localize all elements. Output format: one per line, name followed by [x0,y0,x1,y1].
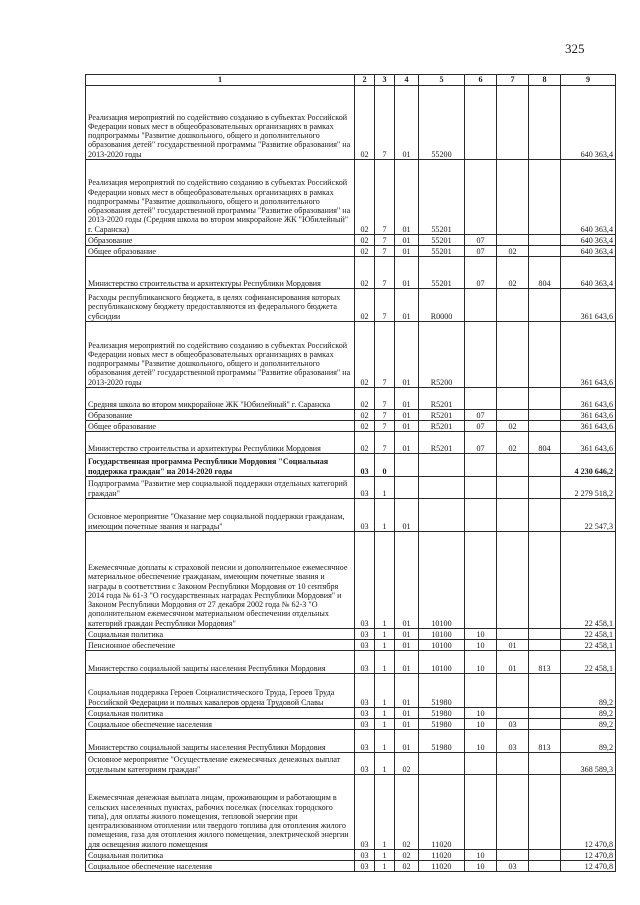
amount: 4 230 646,2 [561,454,616,477]
code-subprogram: 01 [395,719,419,730]
column-header: 5 [419,75,465,86]
code-subsection: 01 [497,640,529,651]
code-section [465,499,497,532]
code-direction [419,477,465,499]
code-direction: R5201 [419,432,465,454]
code-program: 1 [375,719,395,730]
code-subsection [497,775,529,850]
table-row [86,421,616,432]
code-recipient [529,499,561,532]
code-section: 10 [465,708,497,719]
code-subsection: 03 [497,861,529,872]
code-direction [419,753,465,775]
code-section: 10 [465,651,497,674]
row-name: Образование [86,235,355,246]
code-ministry: 03 [355,861,375,872]
table-row [86,674,616,708]
amount: 22 458,1 [561,629,616,640]
table-row [86,454,616,477]
code-subsection [497,629,529,640]
budget-table [85,74,616,872]
table-row [86,160,616,235]
table-row [86,640,616,651]
code-direction: 55201 [419,257,465,289]
table-row [86,322,616,388]
code-subprogram: 01 [395,86,419,160]
table-row [86,651,616,674]
amount: 22 458,1 [561,640,616,651]
code-section: 07 [465,257,497,289]
code-subsection [497,86,529,160]
code-direction: 10100 [419,651,465,674]
code-ministry: 03 [355,708,375,719]
code-ministry: 02 [355,388,375,410]
code-program: 1 [375,674,395,708]
table-row [86,499,616,532]
code-subsection: 02 [497,421,529,432]
table-row [86,719,616,730]
row-name: Реализация мероприятий по содействию созданию в субъектах Российской Федерации новых мест в общеобразовательных организациях в рамках подпрограммы "Развитие дошкольного, общего и дополнительного образования детей" государственной программы "Развитие образования" на 2013-2020 годы [86,322,355,388]
code-subsection [497,235,529,246]
code-direction: 55201 [419,235,465,246]
code-recipient [529,410,561,421]
page-number: 325 [565,41,585,56]
amount: 361 643,6 [561,322,616,388]
code-section [465,388,497,410]
table-row [86,257,616,289]
code-subprogram [395,454,419,477]
code-subsection [497,532,529,629]
code-section: 07 [465,432,497,454]
table-row [86,861,616,872]
code-subsection [497,322,529,388]
code-subprogram: 02 [395,861,419,872]
code-section [465,532,497,629]
code-program: 7 [375,388,395,410]
code-program: 0 [375,454,395,477]
code-program: 7 [375,322,395,388]
code-section: 10 [465,629,497,640]
row-name: Общее образование [86,246,355,257]
amount: 640 363,4 [561,86,616,160]
amount: 368 589,3 [561,753,616,775]
code-recipient [529,719,561,730]
code-program: 7 [375,289,395,322]
code-program: 1 [375,532,395,629]
column-header: 3 [375,75,395,86]
code-subprogram: 01 [395,499,419,532]
code-subsection [497,454,529,477]
column-header: 1 [86,75,355,86]
code-subprogram: 02 [395,753,419,775]
column-header: 4 [395,75,419,86]
column-header: 8 [529,75,561,86]
row-name: Государственная программа Республики Мордовия "Социальная поддержка граждан" на 2014-2020 годы [86,454,355,477]
amount: 640 363,4 [561,160,616,235]
code-program: 1 [375,850,395,861]
table-row [86,708,616,719]
row-name: Социальная политика [86,629,355,640]
code-subsection [497,753,529,775]
code-program: 1 [375,775,395,850]
code-subsection [497,499,529,532]
code-ministry: 03 [355,753,375,775]
code-program: 1 [375,499,395,532]
code-recipient [529,160,561,235]
code-recipient: 804 [529,432,561,454]
code-ministry: 03 [355,499,375,532]
code-program: 1 [375,861,395,872]
code-subprogram: 01 [395,410,419,421]
row-name: Социальная политика [86,708,355,719]
code-recipient [529,850,561,861]
code-program: 1 [375,477,395,499]
code-recipient [529,674,561,708]
code-direction: 55201 [419,160,465,235]
code-section: 10 [465,719,497,730]
row-name: Министерство строительства и архитектуры Республики Мордовия [86,257,355,289]
code-recipient [529,640,561,651]
code-subsection [497,674,529,708]
amount: 12 470,8 [561,861,616,872]
amount: 361 643,6 [561,421,616,432]
code-subprogram: 01 [395,246,419,257]
code-subprogram: 01 [395,708,419,719]
row-name: Социальная поддержка Героев Социалистического Труда, Героев Труда Российской Федерации и полных кавалеров ордена Трудовой Славы [86,674,355,708]
code-subprogram: 01 [395,421,419,432]
code-direction [419,454,465,477]
code-ministry: 03 [355,532,375,629]
table-row [86,477,616,499]
table-row [86,532,616,629]
code-recipient [529,753,561,775]
code-section: 10 [465,861,497,872]
code-direction: 11020 [419,861,465,872]
column-header: 7 [497,75,529,86]
row-name: Средняя школа во втором микрорайоне ЖК "Юбилейный" г. Саранска [86,388,355,410]
column-header: 9 [561,75,616,86]
code-direction: 51980 [419,708,465,719]
code-recipient: 813 [529,651,561,674]
code-direction: 51980 [419,730,465,753]
amount: 12 470,8 [561,850,616,861]
code-section [465,674,497,708]
code-subsection: 02 [497,257,529,289]
code-direction: R5201 [419,388,465,410]
code-subprogram [395,477,419,499]
code-ministry: 02 [355,246,375,257]
code-ministry: 02 [355,289,375,322]
code-subsection: 02 [497,246,529,257]
code-section [465,454,497,477]
code-direction: R5201 [419,410,465,421]
table-row [86,775,616,850]
code-ministry: 03 [355,719,375,730]
code-direction: 55200 [419,86,465,160]
code-ministry: 02 [355,322,375,388]
code-subprogram: 01 [395,629,419,640]
code-section: 07 [465,410,497,421]
code-recipient [529,388,561,410]
code-recipient [529,86,561,160]
code-section [465,160,497,235]
code-subsection [497,477,529,499]
code-subprogram: 02 [395,850,419,861]
code-ministry: 03 [355,640,375,651]
table-row [86,289,616,322]
amount: 89,2 [561,708,616,719]
code-section: 10 [465,640,497,651]
amount: 361 643,6 [561,432,616,454]
code-recipient [529,322,561,388]
code-ministry: 03 [355,629,375,640]
code-ministry: 02 [355,160,375,235]
code-recipient [529,532,561,629]
code-section: 07 [465,246,497,257]
code-recipient [529,235,561,246]
code-recipient [529,629,561,640]
code-program: 7 [375,160,395,235]
table-body [86,75,616,872]
row-name: Расходы республиканского бюджета, в целях софинансирования которых республиканскому бюджету предоставляются из федерального бюджета субсидии [86,289,355,322]
code-section [465,753,497,775]
code-direction: 51980 [419,674,465,708]
amount: 22 547,3 [561,499,616,532]
code-subsection: 02 [497,432,529,454]
table-row [86,410,616,421]
amount: 361 643,6 [561,388,616,410]
code-subprogram: 01 [395,257,419,289]
code-direction: 11020 [419,850,465,861]
code-ministry: 02 [355,235,375,246]
code-program: 7 [375,246,395,257]
table-row [86,388,616,410]
code-direction: R5201 [419,421,465,432]
code-ministry: 02 [355,432,375,454]
code-section [465,477,497,499]
code-direction: R5200 [419,322,465,388]
row-name: Реализация мероприятий по содействию созданию в субъектах Российской Федерации новых мест в общеобразовательных организациях в рамках подпрограммы "Развитие дошкольного, общего и дополнительного образования детей" государственной программы "Развитие образования" на 2013-2020 годы (Средняя школа во втором микрорайоне ЖК "Юбилейный" г. Саранска) [86,160,355,235]
amount: 89,2 [561,730,616,753]
code-subsection: 03 [497,730,529,753]
code-direction: 11020 [419,775,465,850]
amount: 12 470,8 [561,775,616,850]
code-subsection [497,850,529,861]
code-ministry: 02 [355,257,375,289]
code-section [465,289,497,322]
code-program: 7 [375,235,395,246]
code-program: 1 [375,651,395,674]
code-subsection [497,160,529,235]
code-recipient [529,246,561,257]
table-row [86,850,616,861]
code-section: 10 [465,850,497,861]
code-ministry: 02 [355,410,375,421]
code-program: 7 [375,86,395,160]
row-name: Реализация мероприятий по содействию созданию в субъектах Российской Федерации новых мест в общеобразовательных организациях в рамках подпрограммы "Развитие дошкольного, общего и дополнительного образования детей" государственной программы "Развитие образования" на 2013-2020 годы [86,86,355,160]
table-row [86,86,616,160]
code-recipient: 813 [529,730,561,753]
code-subprogram: 01 [395,640,419,651]
code-section: 07 [465,421,497,432]
table-row [86,730,616,753]
code-ministry: 03 [355,850,375,861]
code-recipient [529,289,561,322]
amount: 640 363,4 [561,257,616,289]
code-subprogram: 01 [395,651,419,674]
code-program: 1 [375,708,395,719]
column-header: 6 [465,75,497,86]
code-section: 07 [465,235,497,246]
code-program: 7 [375,257,395,289]
code-ministry: 03 [355,651,375,674]
amount: 361 643,6 [561,289,616,322]
code-subprogram: 01 [395,289,419,322]
code-direction [419,499,465,532]
code-recipient [529,775,561,850]
row-name: Основное мероприятие "Осуществление ежемесячных денежных выплат отдельным категориям граждан" [86,753,355,775]
code-subprogram: 01 [395,532,419,629]
code-subsection: 03 [497,719,529,730]
amount: 361 643,6 [561,410,616,421]
code-recipient [529,861,561,872]
code-program: 1 [375,640,395,651]
code-ministry: 03 [355,477,375,499]
code-subprogram: 01 [395,160,419,235]
row-name: Ежемесячные доплаты к страховой пенсии и дополнительное ежемесячное материальное обеспечение гражданам, имеющим почетные звания и награды в соответствии с Законом Республики Мордовия от 10 сентября 2014 года № 61-З "О государственных наградах Республики Мордовия" и Законом Республики Мордовия от 27 декабря 2002 года № 62-З "О дополнительном ежемесячном материальном обеспечении отдельных категорий граждан Республики Мордовия" [86,532,355,629]
code-section: 10 [465,730,497,753]
code-program: 7 [375,410,395,421]
code-section [465,775,497,850]
code-recipient [529,454,561,477]
code-direction: R0000 [419,289,465,322]
code-subprogram: 02 [395,775,419,850]
amount: 89,2 [561,719,616,730]
code-ministry: 03 [355,775,375,850]
table-row [86,629,616,640]
code-subprogram: 01 [395,388,419,410]
code-subprogram: 01 [395,235,419,246]
table-header-row [86,75,616,86]
row-name: Министерство социальной защиты населения Республики Мордовия [86,651,355,674]
row-name: Ежемесячная денежная выплата лицам, проживающим и работающим в сельских населенных пунктах, рабочих поселках (поселках городского типа), для оплаты жилого помещения, тепловой энергии при централизованном отоплении или твердого топлива для отопления жилого помещения, газа для отопления жилого помещения, электрической энергии для освещения жилого помещения [86,775,355,850]
row-name: Общее образование [86,421,355,432]
row-name: Министерство социальной защиты населения Республики Мордовия [86,730,355,753]
row-name: Основное мероприятие "Оказание мер социальной поддержки гражданам, имеющим почетные звания и награды" [86,499,355,532]
code-subsection: 01 [497,651,529,674]
row-name: Пенсионное обеспечение [86,640,355,651]
code-subprogram: 01 [395,322,419,388]
code-ministry: 03 [355,454,375,477]
code-ministry: 03 [355,674,375,708]
code-subsection [497,388,529,410]
code-program: 1 [375,753,395,775]
code-recipient: 804 [529,257,561,289]
column-header: 2 [355,75,375,86]
code-program: 1 [375,730,395,753]
row-name: Министерство строительства и архитектуры Республики Мордовия [86,432,355,454]
amount: 22 458,1 [561,651,616,674]
code-direction: 10100 [419,532,465,629]
code-section [465,322,497,388]
code-program: 7 [375,432,395,454]
code-subsection [497,708,529,719]
amount: 22 458,1 [561,532,616,629]
code-ministry: 02 [355,421,375,432]
table-row [86,246,616,257]
code-program: 7 [375,421,395,432]
code-ministry: 02 [355,86,375,160]
amount: 2 279 518,2 [561,477,616,499]
table-row [86,753,616,775]
code-subprogram: 01 [395,730,419,753]
row-name: Социальное обеспечение населения [86,861,355,872]
code-direction: 51980 [419,719,465,730]
row-name: Образование [86,410,355,421]
row-name: Социальное обеспечение населения [86,719,355,730]
code-recipient [529,421,561,432]
table-row [86,235,616,246]
code-direction: 10100 [419,629,465,640]
row-name: Социальная политика [86,850,355,861]
amount: 640 363,4 [561,246,616,257]
code-section [465,86,497,160]
amount: 640 363,4 [561,235,616,246]
code-subsection [497,410,529,421]
code-recipient [529,708,561,719]
code-subsection [497,289,529,322]
code-subprogram: 01 [395,432,419,454]
amount: 89,2 [561,674,616,708]
code-program: 1 [375,629,395,640]
table-row [86,432,616,454]
code-ministry: 03 [355,730,375,753]
row-name: Подпрограмма "Развитие мер социальной поддержки отдельных категорий граждан" [86,477,355,499]
code-direction: 10100 [419,640,465,651]
code-direction: 55201 [419,246,465,257]
code-subprogram: 01 [395,674,419,708]
code-recipient [529,477,561,499]
